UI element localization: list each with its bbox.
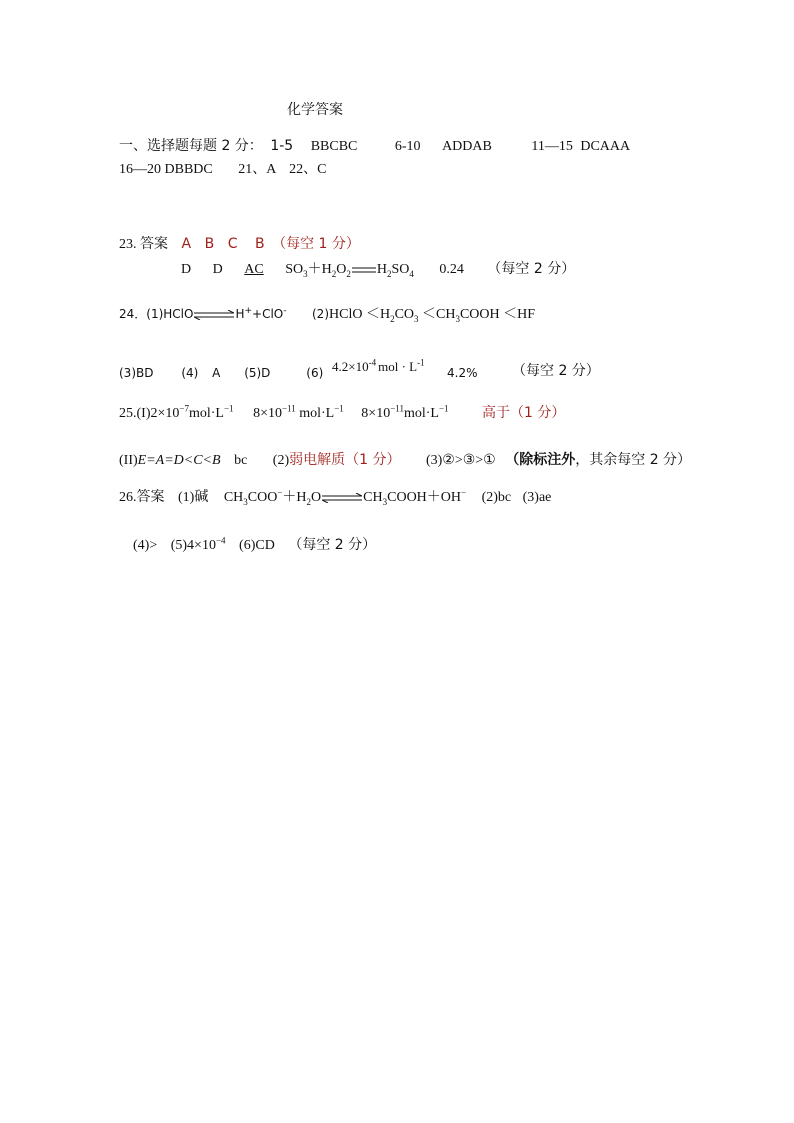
q23-equation: $SO_3+H_2O_2$ $H_2SO_4$ xyxy=(285,262,414,279)
range-11-15: 11—15 xyxy=(531,139,573,154)
q23-value: 0.24 xyxy=(439,262,464,277)
q26-p1: (1)碱 xyxy=(178,490,209,505)
q24-line2 xyxy=(119,364,323,382)
q24-line1 xyxy=(119,305,535,324)
q25-ii-bc: bc xyxy=(234,453,248,468)
q26-line2 xyxy=(133,536,376,555)
page-title: 化学答案 xyxy=(287,102,343,118)
equilibrium-arrow-icon xyxy=(194,310,234,320)
q23-label: 23. 答案 xyxy=(119,237,168,252)
q25-label: 25.(I) xyxy=(119,406,151,421)
answers-1-5: BBCBC xyxy=(310,139,358,154)
range-6-10: 6-10 xyxy=(394,139,421,154)
q23-line2 xyxy=(181,260,575,279)
q25-ii-note-bold: （除标注外 xyxy=(505,452,576,468)
q24-p2-label: (2) xyxy=(312,307,329,321)
q23-note1: （每空 1 分） xyxy=(272,236,360,252)
q26-label: 26.答案 xyxy=(119,490,165,505)
q24-p6: (6) xyxy=(306,366,324,380)
q25-line2 xyxy=(119,451,691,470)
q25-v2: $8\times 10^{-11}$ $mol\cdot L^{-1}$ xyxy=(253,403,344,421)
range-1-5: 1-5 xyxy=(270,138,294,154)
equals-arrow-icon xyxy=(352,266,376,274)
q25-line1 xyxy=(119,404,565,423)
q23-ans-5: D xyxy=(181,262,192,277)
q26-p2: (2)bc xyxy=(481,490,512,505)
q25-ii-note-rest: ，其余每空 2 分） xyxy=(575,452,692,468)
answers-16-20: DBBDC xyxy=(164,162,213,177)
answers-6-10: ADDAB xyxy=(442,139,492,154)
q25-ii-p2-red: 弱电解质（1 分） xyxy=(289,452,401,468)
q23-line1 xyxy=(119,235,360,254)
q26-p3: (3)ae xyxy=(522,490,552,505)
section1-label: 一、选择题每题 2 分： xyxy=(119,138,263,154)
q24-p6-value: $4.2\times 10^{-4}$ mol · $L^{-1}$ xyxy=(332,357,425,374)
q23-ans-1: A xyxy=(181,236,192,252)
q24-p3: (3)BD xyxy=(119,366,154,380)
q23-ans-6: D xyxy=(212,262,223,277)
q26-p6: (6)CD xyxy=(239,538,275,553)
q25-v3: $8\times 10^{-11}mol\cdot L^{-1}$ xyxy=(361,403,449,421)
q26-p4: (4)> xyxy=(133,538,158,553)
q25-ii-label: (II) xyxy=(119,453,138,468)
section1-line2 xyxy=(119,161,326,179)
answers-11-15: DCAAA xyxy=(580,139,631,154)
q24-p4: (4) xyxy=(181,366,199,380)
answer-22: 22、C xyxy=(289,162,327,177)
q24-percent: 4.2% xyxy=(447,366,478,380)
answer-21: 21、A xyxy=(238,162,276,177)
q24-note: （每空 2 分） xyxy=(512,363,600,379)
q25-ii-expr: E=A=D<C<B xyxy=(137,453,221,468)
q26-p5: $(5)4\times 10^{-4}$ xyxy=(170,535,226,553)
q26-note: （每空 2 分） xyxy=(288,537,377,553)
q24-p4-ans: A xyxy=(212,366,221,380)
q25-higher: 高于（1 分） xyxy=(482,405,566,421)
q26-line1 xyxy=(119,489,551,507)
q25-ii-p2: (2) xyxy=(272,453,290,468)
q25-ii-p3: (3)②>③>① xyxy=(425,453,496,468)
q23-ans-3: C xyxy=(227,236,238,252)
q24-label: 24．(1)HClO xyxy=(119,307,194,321)
q23-ans-4: B xyxy=(254,236,265,252)
q23-ans-2: B xyxy=(204,236,215,252)
q23-note2: （每空 2 分） xyxy=(487,261,576,277)
q25-v1: $2\times 10^{-7}mol\cdot L^{-1}$ xyxy=(150,403,234,421)
range-16-20: 16—20 xyxy=(119,162,161,177)
q24-p2-order: HClO $<H_2CO_3$ $<CH_3COOH <HF$ xyxy=(329,307,536,324)
q26-equation: $CH_3COO^-+H_2O$ $CH_3COOH+OH^-$ xyxy=(223,487,467,507)
q24-p5: (5)D xyxy=(244,366,271,380)
equilibrium-arrow-icon xyxy=(322,493,362,503)
section1-line1 xyxy=(119,137,630,156)
q23-ans-underlined: AC xyxy=(244,262,264,277)
q24-ions: H++ClO- xyxy=(235,306,287,321)
